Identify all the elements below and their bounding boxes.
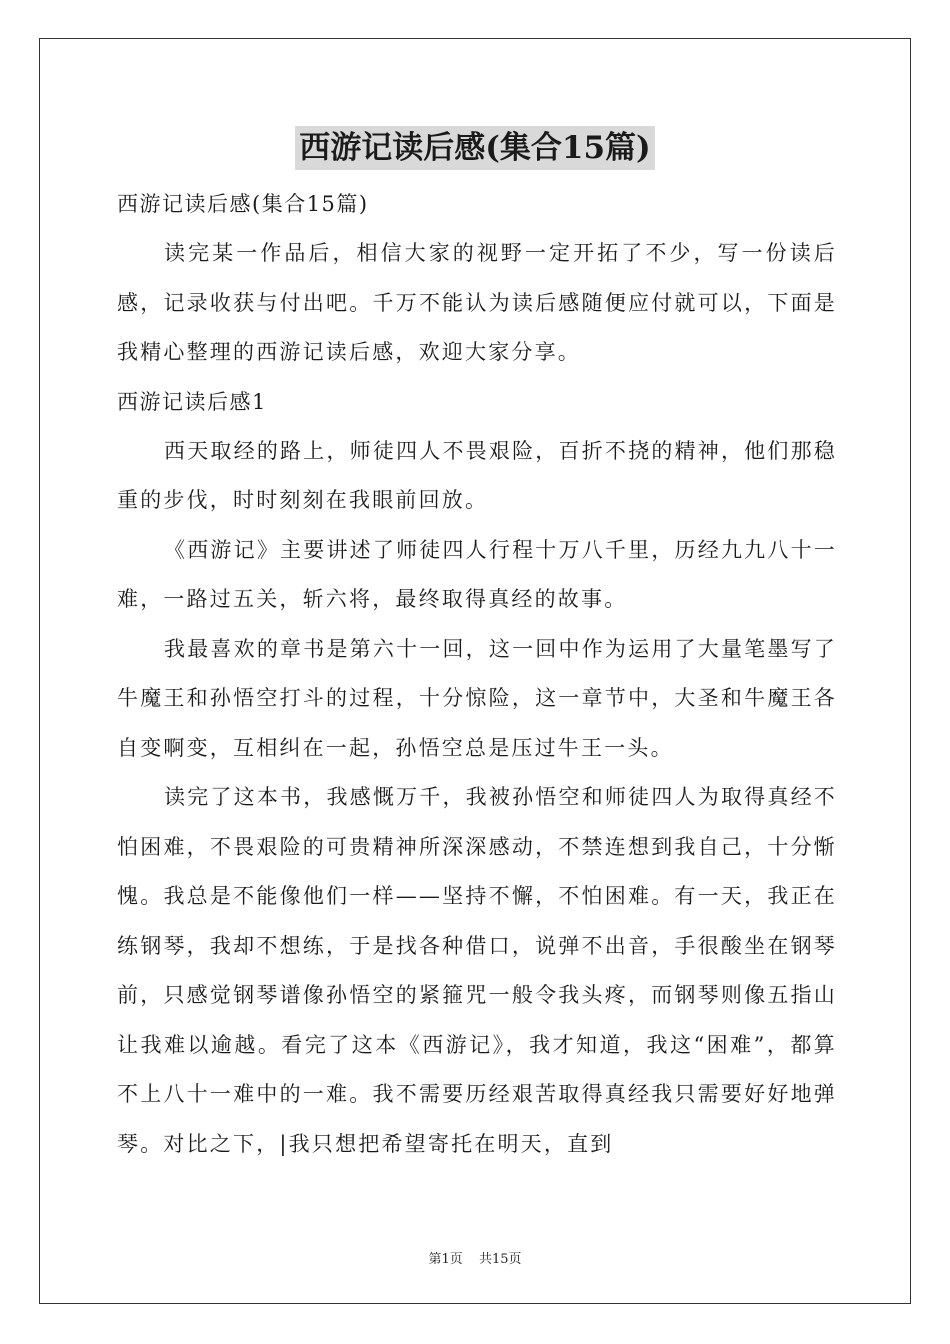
body-paragraph: 西天取经的路上，师徒四人不畏艰险，百折不挠的精神，他们那稳重的步伐，时时刻刻在我眼前回放。 (117, 438, 837, 512)
section-heading: 西游记读后感1 (117, 389, 267, 414)
intro-paragraph: 读完某一作品后，相信大家的视野一定开拓了不少，写一份读后感，记录收获与付出吧。千万不能认为读后感随便应付就可以，下面是我精心整理的西游记读后感，欢迎大家分享。 (117, 241, 837, 364)
body-paragraph: 我最喜欢的章书是第六十一回，这一回中作为运用了大量笔墨写了牛魔王和孙悟空打斗的过程，十分惊险，这一章节中，大圣和牛魔王各自变啊变，互相纠在一起，孙悟空总是压过牛王一头。 (117, 636, 837, 760)
body-paragraph: 读完了这本书，我感慨万千，我被孙悟空和师徒四人为取得真经不怕困难，不畏艰险的可贵精神所深深感动，不禁连想到我自己，十分惭愧。我总是不能像他们一样——坚持不懈，不怕困难。有一天，我正在练钢琴，我却不想练，于是找各种借口，说弹不出音，手很酸坐在钢琴前，只感觉钢琴谱像孙悟空的紧箍咒一般令我头疼，而钢琴则像五指山让我难以逾越。看完了这本《西游记》，我才知道，我这“困难”，都算不上八十一难中的一难。我不需要历经艰苦取得真经我只需要好好地弹琴。对比之下，|我只想把希望寄托在明天，直到 (117, 785, 837, 1156)
document-title: 西游记读后感(集合15篇) (295, 126, 654, 170)
page-number: 第1页 (428, 1252, 463, 1267)
page-total: 共15页 (478, 1252, 522, 1267)
title-container (0, 126, 950, 170)
page-footer (0, 1248, 950, 1267)
document-subtitle: 西游记读后感(集合15篇) (117, 192, 369, 216)
body-paragraph: 《西游记》主要讲述了师徒四人行程十万八千里，历经九九八十一难，一路过五关，斩六将，最终取得真经的故事。 (117, 537, 837, 611)
document-body (117, 180, 837, 1169)
